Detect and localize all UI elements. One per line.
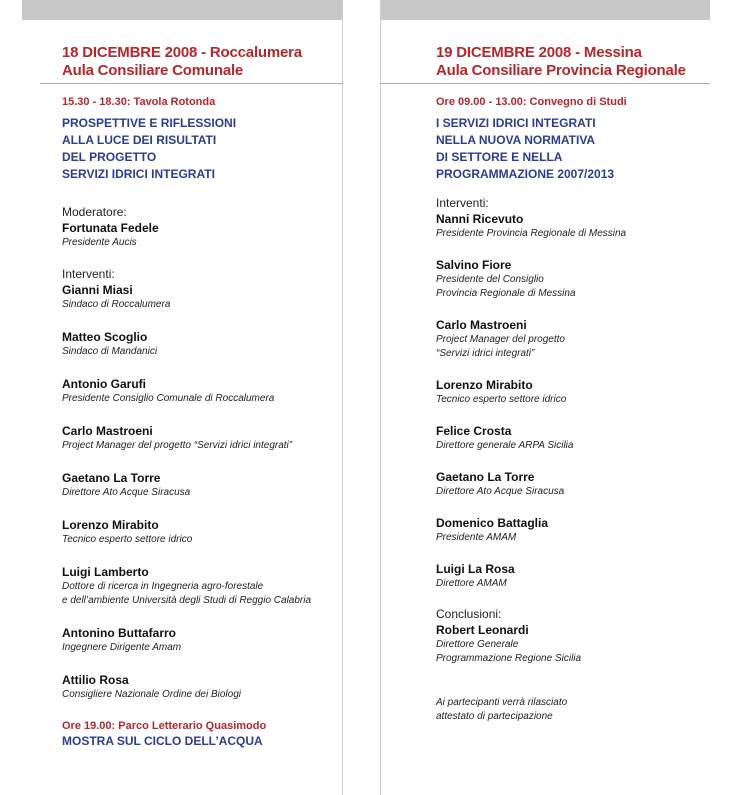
right-date-line: 19 DICEMBRE 2008 - Messina (436, 44, 642, 61)
speaker-name: Carlo Mastroeni (436, 318, 527, 332)
left-speaker (62, 282, 337, 312)
notice-line: Ai partecipanti verrà rilasciato (436, 697, 568, 708)
right-speakers-label: Interventi: (436, 196, 489, 210)
evening-title: MOSTRA SUL CICLO DELL’ACQUA (62, 734, 263, 748)
evening-time: Ore 19.00: Parco Letterario Quasimodo (62, 720, 267, 732)
right-column-edge (380, 0, 381, 795)
certificate-notice (436, 696, 704, 724)
speaker-role: Presidente Provincia Regionale di Messina (436, 228, 627, 239)
speaker-role: Project Manager del progetto (436, 334, 565, 345)
left-speaker (62, 564, 337, 608)
speaker-role: Provincia Regionale di Messina (436, 288, 576, 299)
moderator-name: Fortunata Fedele (62, 221, 159, 235)
moderator-label: Moderatore: (62, 205, 127, 219)
speaker-role: Presidente Consiglio Comunale di Roccalumera (62, 393, 275, 404)
speaker-name: Lorenzo Mirabito (436, 378, 533, 392)
speaker-name: Carlo Mastroeni (62, 424, 153, 438)
left-column (40, 0, 343, 795)
left-header (62, 44, 302, 80)
speaker-role: Consigliere Nazionale Ordine dei Biologi (62, 689, 241, 700)
speaker-name: Domenico Battaglia (436, 516, 549, 530)
left-speaker-list (62, 282, 337, 702)
speaker-name: Gaetano La Torre (436, 470, 535, 484)
conclusion-role: Direttore Generale (436, 639, 519, 650)
left-header-rule (40, 83, 343, 84)
conclusions-label: Conclusioni: (436, 607, 502, 621)
left-title-line: SERVIZI IDRICI INTEGRATI (62, 167, 215, 181)
speaker-name: Nanni Ricevuto (436, 212, 524, 226)
right-title-line: NELLA NUOVA NORMATIVA (436, 133, 596, 147)
conclusion-name: Robert Leonardi (436, 623, 529, 637)
speaker-role: “Servizi idrici integrati” (436, 348, 535, 359)
left-speaker (62, 329, 337, 359)
notice-line: attestato di partecipazione (436, 711, 553, 722)
conclusion-role: Programmazione Regione Sicilia (436, 653, 582, 664)
right-speaker (436, 377, 704, 407)
speaker-role: e dell’ambiente Università degli Studi di Reggio Calabria (62, 595, 312, 606)
speaker-role: Tecnico esperto settore idrico (436, 394, 567, 405)
right-title-line: PROGRAMMAZIONE 2007/2013 (436, 167, 615, 181)
speaker-role: Tecnico esperto settore idrico (62, 534, 193, 545)
speaker-name: Antonino Buttafarro (62, 626, 176, 640)
left-session-title (62, 115, 337, 183)
speaker-name: Antonio Garufi (62, 377, 146, 391)
speaker-role: Direttore AMAM (436, 578, 507, 589)
speaker-name: Gianni Miasi (62, 283, 133, 297)
right-speaker (436, 317, 704, 361)
left-speaker (62, 625, 337, 655)
right-speaker (436, 423, 704, 453)
left-speakers-label: Interventi: (62, 267, 115, 281)
speaker-name: Luigi Lamberto (62, 565, 149, 579)
speaker-name: Gaetano La Torre (62, 471, 161, 485)
right-speaker-list (436, 211, 704, 591)
right-venue-line: Aula Consiliare Provincia Regionale (436, 62, 686, 79)
left-title-line: DEL PROGETTO (62, 150, 157, 164)
moderator-role: Presidente Aucis (62, 237, 137, 248)
right-speaker (436, 257, 704, 301)
right-speaker (436, 561, 704, 591)
right-speaker (436, 211, 704, 241)
speaker-name: Salvino Fiore (436, 258, 512, 272)
right-header-rule (380, 83, 710, 84)
speaker-role: Project Manager del progetto “Servizi idrici integrati” (62, 440, 293, 451)
left-title-line: ALLA LUCE DEI RISULTATI (62, 133, 217, 147)
right-content (436, 95, 704, 724)
speaker-role: Sindaco di Roccalumera (62, 299, 171, 310)
left-speaker (62, 517, 337, 547)
right-session-time: Ore 09.00 - 13.00: Convegno di Studi (436, 96, 627, 108)
left-speaker (62, 470, 337, 500)
left-title-line: PROSPETTIVE E RIFLESSIONI (62, 116, 237, 130)
right-speaker (436, 469, 704, 499)
right-title-line: I SERVIZI IDRICI INTEGRATI (436, 116, 596, 130)
speaker-name: Matteo Scoglio (62, 330, 148, 344)
left-date-line: 18 DICEMBRE 2008 - Roccalumera (62, 44, 302, 61)
right-session-title (436, 115, 704, 183)
speaker-name: Luigi La Rosa (436, 562, 515, 576)
right-header (436, 44, 686, 80)
speaker-role: Presidente del Consiglio (436, 274, 544, 285)
speaker-role: Dottore di ricerca in Ingegneria agro-forestale (62, 581, 264, 592)
left-session-time: 15.30 - 18.30: Tavola Rotonda (62, 96, 216, 108)
right-speaker (436, 515, 704, 545)
right-column (414, 0, 710, 795)
speaker-role: Direttore generale ARPA Sicilia (436, 440, 574, 451)
speaker-name: Felice Crosta (436, 424, 512, 438)
left-speaker (62, 376, 337, 406)
speaker-role: Direttore Ato Acque Siracusa (436, 486, 565, 497)
speaker-name: Lorenzo Mirabito (62, 518, 159, 532)
speaker-role: Sindaco di Mandanici (62, 346, 158, 357)
speaker-role: Presidente AMAM (436, 532, 517, 543)
left-speaker (62, 672, 337, 702)
left-venue-line: Aula Consiliare Comunale (62, 62, 244, 79)
left-speaker (62, 423, 337, 453)
speaker-role: Ingegnere Dirigente Amam (62, 642, 182, 653)
right-title-line: DI SETTORE E NELLA (436, 150, 563, 164)
speaker-name: Attilio Rosa (62, 673, 129, 687)
left-content (62, 95, 337, 749)
speaker-role: Direttore Ato Acque Siracusa (62, 487, 191, 498)
